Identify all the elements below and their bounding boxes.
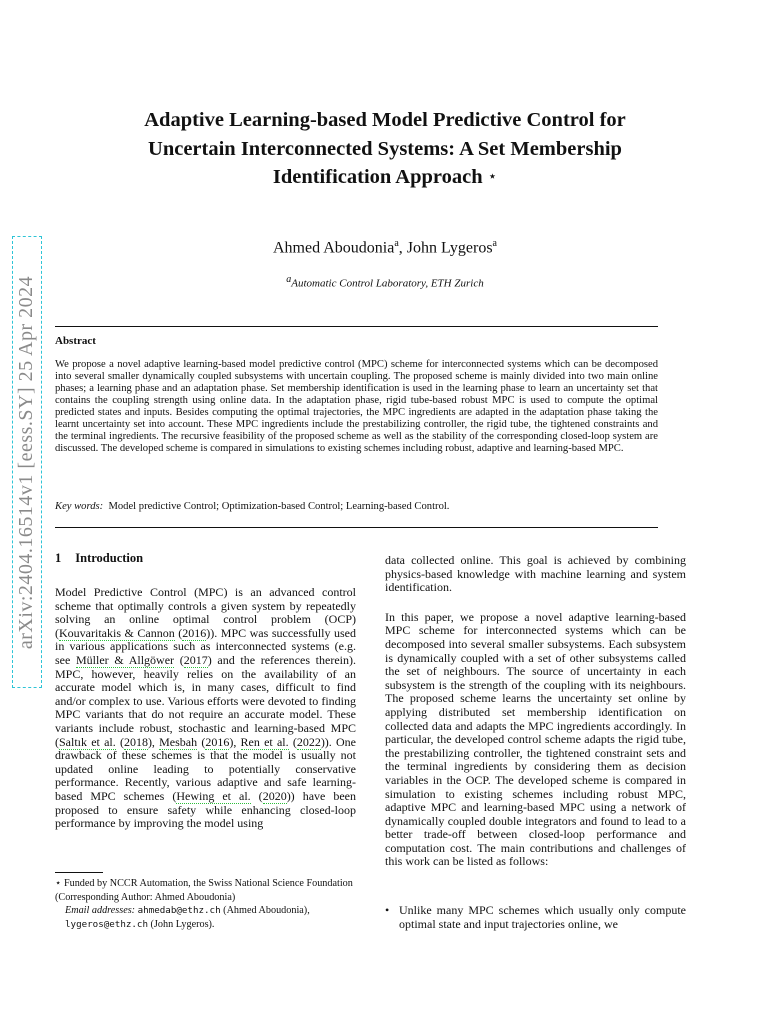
author-affil-mark: a	[394, 238, 399, 249]
citation-link[interactable]: 2016	[205, 734, 230, 749]
body-text: (	[288, 734, 297, 749]
body-text: (	[174, 652, 184, 667]
section-heading	[55, 551, 143, 566]
body-text: )) have been proposed to ensure safety while enhancing closed-loop performance by improving the model using	[55, 788, 356, 831]
footnote-funding	[55, 877, 356, 904]
email-link[interactable]: ahmedab@ethz.ch	[137, 905, 221, 916]
author-affil-mark: a	[492, 238, 497, 249]
citation-link[interactable]: Saltık et al.	[59, 734, 116, 749]
citation-link[interactable]: 2017	[183, 652, 208, 667]
citation-link[interactable]: Müller & Allgöwer	[76, 652, 175, 667]
affiliation	[60, 274, 710, 290]
keywords-label: Key words:	[55, 501, 104, 512]
contribution-bullet	[385, 904, 686, 931]
citation-link[interactable]: Mesbah	[159, 734, 198, 749]
citation-link[interactable]: 2016	[182, 625, 207, 640]
body-text: )). MPC was successfully used in various applications such as interconnected systems (e.g. see	[55, 625, 357, 667]
body-text: )). One drawback of these schemes is that the model is usually not updated online leading to potentially conservative performance. Recently, various adaptive and safe learning-based MPC schemes (	[55, 734, 356, 803]
author-name: Ahmed Aboudonia	[272, 239, 395, 257]
section-number: 1	[55, 551, 62, 565]
arxiv-id-text: arXiv:2404.16514v1 [eess.SY] 25 Apr 2024	[15, 275, 38, 649]
citation-link[interactable]: Kouvaritakis & Cannon	[59, 625, 175, 640]
title-line	[60, 163, 710, 192]
body-text: (	[197, 734, 206, 749]
citation-link[interactable]: 2022	[296, 734, 321, 749]
intro-paragraph: In this paper, we propose a novel adaptive learning-based MPC scheme for interconnected systems which can be decomposed into several smaller subsystems. Each subsystem is dynamically coupled with a set of other subsystems called the set of neighbours. The source of uncertainty in each subsystem is the strength of the coupling with its neighbours. The proposed scheme learns the uncertainty set online by applying distributed set membership identification on collected data and adapts the MPC ingredients accordingly. In particular, the developed control scheme adapts the rigid tube, the prestabilizing controller, the tightened constraint sets and the terminal ingredients by considering them as decision variables in the OCP. The developed scheme is compared in simulation to existing schemes including robust MPC, adaptive MPC and learning-based MPC using a network of dynamically coupled double integrators and found to lead to a better trade-off between closed-loop performance and computation cost. The main contributions and challenges of this work can be listed as follows:	[385, 609, 686, 869]
intro-column-right	[385, 554, 686, 869]
body-text: Model Predictive Control (MPC) is an advanced control scheme that optimally controls a given system by repeatedly solving an online optimal control problem (OCP) (	[55, 585, 356, 640]
body-text: ),	[147, 734, 160, 749]
citation-link[interactable]: 2018	[123, 734, 148, 749]
author-name: John Lygeros	[406, 239, 493, 257]
footnote-mark: ⋆	[55, 878, 62, 889]
abstract-body: We propose a novel adaptive learning-based model predictive control (MPC) scheme for interconnected systems which can be decomposed into several smaller dynamically coupled subsystems with uncertain coupling. The proposed scheme is mainly divided into two main online phases; a learning phase and an adaptation phase. Set membership identification is used in the learning phase to learn an uncertainty set that contains the coupling strength using online data. In the adaptation phase, rigid tube-based robust MPC is used to compute the optimal predicted states and inputs. Besides computing the optimal trajectories, the MPC ingredients are adapted in the adaptation phase taking the learnt uncertainty set into account. These MPC ingredients include the prestabilizing controller, the rigid tube, the tightened constraints and the terminal ingredients. The recursive feasibility of the proposed scheme as well as the stability of the corresponding closed-loop system are discussed. The developed scheme is compared in simulations to existing schemes including robust, adaptive and learning-based MPC.	[55, 359, 658, 454]
title-line: Adaptive Learning-based Model Predictive Control for	[144, 109, 626, 131]
citation-link[interactable]: Ren et al.	[240, 734, 289, 749]
author-separator: ,	[398, 239, 407, 257]
email-owner: (John Lygeros).	[147, 918, 215, 930]
intro-paragraph-left	[55, 586, 356, 831]
arxiv-identifier-stamp[interactable]	[12, 236, 42, 688]
keywords	[55, 501, 449, 512]
title-line-text: Identification Approach	[272, 166, 483, 188]
affiliation-text: Automatic Control Laboratory, ETH Zurich	[291, 277, 484, 290]
citation-link[interactable]: Hewing et al.	[176, 788, 251, 803]
footnote-divider	[55, 872, 103, 873]
title-star-mark: ⋆	[487, 169, 498, 185]
bullet-text: Unlike many MPC schemes which usually only compute optimal state and input trajectories online, we	[399, 903, 686, 931]
body-text: (	[174, 625, 183, 640]
email-owner: (Ahmed Aboudonia),	[220, 905, 310, 916]
bullet-icon: •	[385, 903, 390, 917]
top-divider	[55, 326, 658, 327]
email-label: Email addresses:	[65, 905, 136, 916]
body-text: ) and the references therein). MPC, however, heavily relies on the availability of an accurate model which is, in many cases, difficult to find and/or complex to use. Various efforts were devoted to finding MPC variants that do not require an accurate model. These variants include robust, stochastic and learning-based MPC (	[55, 652, 356, 749]
citation-link[interactable]: 2020	[262, 788, 287, 803]
footnote-funding-text: Funded by NCCR Automation, the Swiss National Science Foundation (Corresponding Author: Ahmed Aboudonia)	[55, 878, 353, 903]
affiliation-mark: a	[286, 274, 292, 285]
email-link[interactable]: lygeros@ethz.ch	[65, 918, 148, 930]
title-line: Uncertain Interconnected Systems: A Set Membership	[148, 137, 622, 160]
body-text: (	[250, 788, 263, 803]
abstract-heading: Abstract	[55, 335, 96, 347]
footnote	[55, 877, 356, 931]
bottom-divider	[55, 527, 658, 528]
section-title: Introduction	[75, 551, 144, 565]
author-list	[60, 238, 710, 257]
footnote-emails	[55, 904, 356, 931]
intro-paragraph: data collected online. This goal is achieved by combining physics-based knowledge with machine learning and system identification.	[385, 553, 686, 595]
keywords-text: Model predictive Control; Optimization-based Control; Learning-based Control.	[108, 501, 450, 512]
body-text: ),	[229, 734, 241, 749]
body-text: (	[115, 734, 124, 749]
paper-title	[60, 106, 710, 192]
